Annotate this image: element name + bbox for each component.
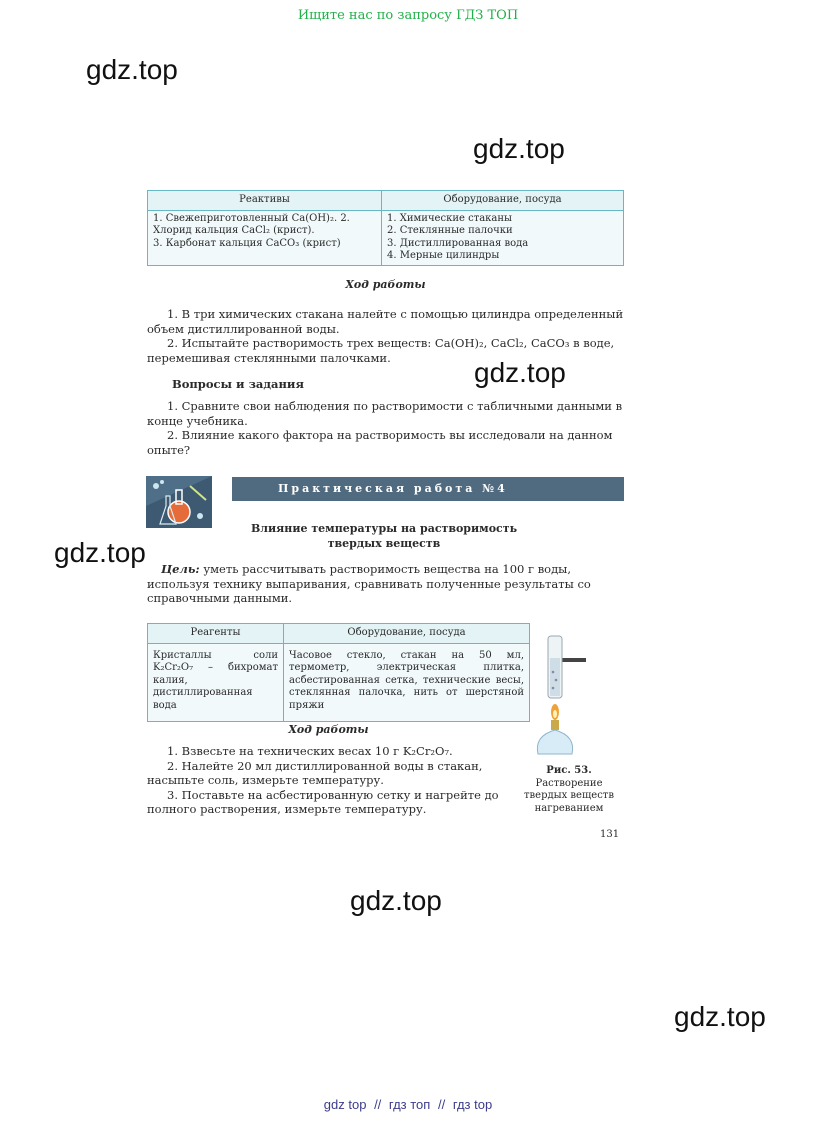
reagents-table-2 (147, 623, 530, 722)
section-heading: Ход работы (345, 278, 426, 291)
lab-glassware-icon (146, 476, 212, 528)
watermark: gdz.top (674, 1001, 766, 1032)
procedure-text (147, 307, 624, 365)
procedure-text-2 (147, 744, 510, 817)
procedure-step: 1. В три химических стакана налейте с помощью цилиндра определенный объем дистиллированной воды. (147, 307, 624, 336)
goal-text (147, 562, 624, 606)
figure-caption (516, 765, 622, 815)
footer-separator: // (437, 1097, 446, 1112)
practical-work-banner (232, 477, 624, 501)
list-item: 1. Свежеприготовленный Ca(OH)₂. 2. (153, 212, 350, 224)
title-line: твердых веществ (327, 537, 441, 550)
goal-label: Цель: (161, 562, 200, 576)
footer-link[interactable]: гдз топ (388, 1097, 431, 1112)
footer-link[interactable]: gdz top (323, 1097, 367, 1112)
questions-heading: Вопросы и задания (172, 377, 304, 391)
equipment-cell: Часовое стекло, стакан на 50 мл, термометр, электрическая плитка, асбестированная сетка, технические весы, стеклянная палочка, нить от шерстяной пряжи (284, 643, 530, 722)
banner-title: Практическая работа №4 (278, 482, 508, 495)
watermark: gdz.top (86, 54, 178, 85)
reagents-table (147, 190, 624, 266)
footer-separator: // (374, 1097, 382, 1112)
reagents-cell: Кристаллы соли K₂Cr₂O₇ – бихромат калия, дистиллированная вода (148, 643, 284, 722)
table-header: Реагенты (148, 624, 284, 644)
list-item: 3. Карбонат кальция CaCO₃ (крист) (153, 237, 341, 249)
question-item: 1. Сравните свои наблюдения по растворимости с табличными данными в конце учебника. (147, 399, 623, 428)
caption-line: нагреванием (534, 802, 604, 814)
table-header: Реактивы (148, 191, 382, 211)
caption-line: Растворение (535, 777, 603, 789)
table-header: Оборудование, посуда (382, 191, 624, 211)
watermark: gdz.top (474, 357, 566, 388)
equipment-cell (382, 210, 624, 265)
procedure-step: 3. Поставьте на асбестированную сетку и нагрейте до полного растворения, измерьте температуру. (147, 787, 499, 816)
procedure-step: 1. Взвесьте на технических весах 10 г K₂Cr₂O₇. (167, 744, 453, 758)
caption-line: твердых веществ (524, 790, 614, 801)
heating-apparatus-figure (530, 628, 590, 756)
footer-link[interactable]: гдз top (452, 1097, 493, 1112)
goal-description: уметь рассчитывать растворимость вещества на 100 г воды, используя технику выпаривания, сравнивать полученные результаты со справочными данными. (147, 562, 591, 605)
list-item: 3. Дистиллированная вода (387, 237, 529, 249)
watermark: gdz.top (473, 133, 565, 164)
reagents-cell (148, 210, 382, 265)
list-item: 2. Стеклянные палочки (387, 225, 513, 236)
page-number: 131 (600, 829, 620, 840)
procedure-step: 2. Испытайте растворимость трех веществ: Ca(OH)₂, CaCl₂, CaCO₃ в воде, перемешивая стеклянными палочками. (147, 336, 615, 365)
watermark: gdz.top (54, 537, 146, 568)
list-item: 1. Химические стаканы (387, 212, 513, 224)
questions-text (147, 399, 624, 457)
footer-links (0, 1097, 816, 1112)
table-header: Оборудование, посуда (284, 624, 530, 644)
list-item: 4. Мерные цилиндры (387, 250, 500, 261)
practical-title (232, 521, 536, 551)
title-line: Влияние температуры на растворимость (250, 522, 518, 535)
section-heading: Ход работы (288, 723, 369, 736)
list-item: Хлорид кальция CaCl₂ (крист). (153, 225, 315, 236)
top-search-link[interactable]: Ищите нас по запросу ГДЗ ТОП (297, 8, 519, 23)
watermark: gdz.top (350, 885, 442, 916)
figure-label: Рис. 53. (546, 765, 592, 776)
question-item: 2. Влияние какого фактора на растворимость вы исследовали на данном опыте? (147, 428, 613, 457)
procedure-step: 2. Налейте 20 мл дистиллированной воды в стакан, насыпьте соль, измерьте температуру. (147, 758, 483, 787)
